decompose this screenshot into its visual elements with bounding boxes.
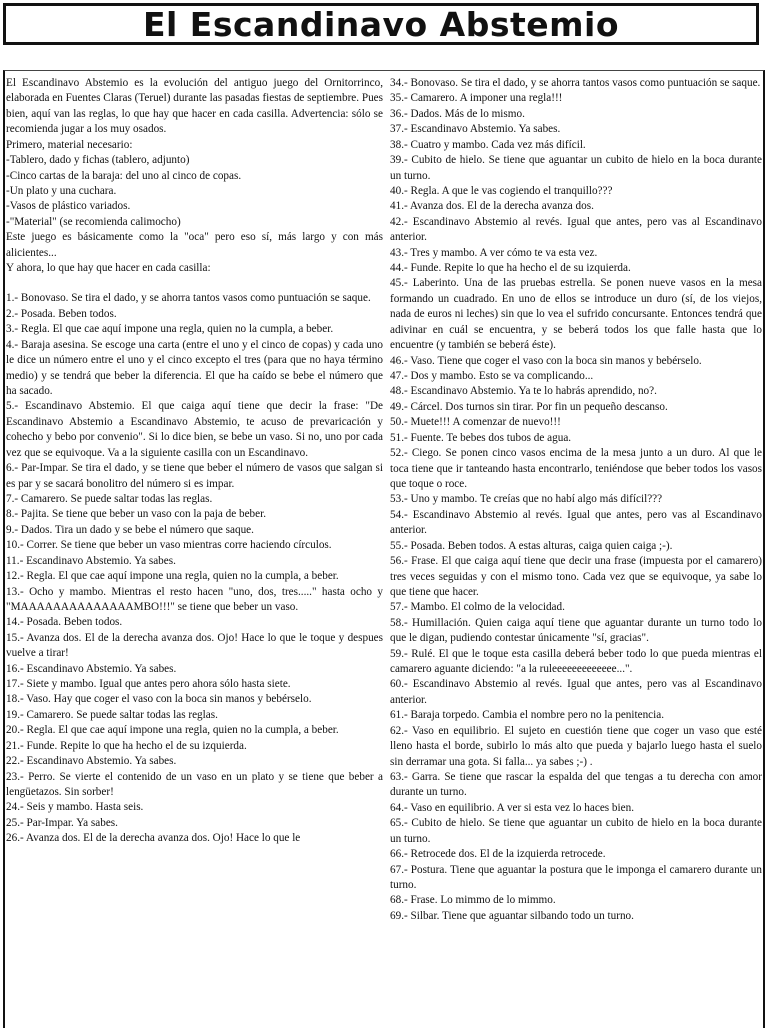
rule-paragraph: 54.- Escandinavo Abstemio al revés. Igual que antes, pero vas al Escandinavo anterior.: [390, 508, 762, 537]
rule-paragraph: 47.- Dos y mambo. Esto se va complicando...: [390, 370, 594, 383]
rule-paragraph: 24.- Seis y mambo. Hasta seis.: [6, 801, 144, 814]
rule-paragraph: 22.- Escandinavo Abstemio. Ya sabes.: [6, 755, 177, 768]
rule-paragraph: 34.- Bonovaso. Se tira el dado, y se ahorra tantos vasos como puntuación se saque.: [390, 77, 761, 89]
rule-paragraph: 66.- Retrocede dos. El de la izquierda retrocede.: [390, 848, 606, 861]
rule-paragraph: -Tablero, dado y fichas (tablero, adjunto): [6, 154, 190, 167]
rule-paragraph: 26.- Avanza dos. El de la derecha avanza dos. Ojo! Hace lo que le: [6, 832, 301, 845]
right-column: [390, 76, 762, 1024]
rule-paragraph: 13.- Ocho y mambo. Mientras el resto hacen "uno, dos, tres....." hasta ocho y "MAAAAAAAAAAAAAAMBO!!!" se tiene que beber un vaso.: [6, 585, 383, 613]
rule-paragraph: 58.- Humillación. Quien caiga aquí tiene que aguantar durante un turno todo lo que le digan, pudiendo contestar únicamente "sí, gracias".: [390, 616, 762, 645]
rule-paragraph: 12.- Regla. El que cae aquí impone una regla, quien no la cumpla, a beber.: [6, 570, 339, 583]
rule-paragraph: Y ahora, lo que hay que hacer en cada casilla:: [6, 262, 211, 275]
rule-paragraph: 64.- Vaso en equilibrio. A ver si esta vez lo haces bien.: [390, 801, 634, 814]
rule-paragraph: 49.- Cárcel. Dos turnos sin tirar. Por fin un pequeño descanso.: [390, 400, 668, 413]
rule-paragraph: -"Material" (se recomienda calimocho): [6, 215, 181, 228]
rule-paragraph: 15.- Avanza dos. El de la derecha avanza dos. Ojo! Hace lo que le toque y despues vuelve a tirar!: [6, 631, 383, 660]
rule-paragraph: 67.- Postura. Tiene que aguantar la postura que le imponga el camarero durante un turno.: [390, 863, 762, 891]
rule-paragraph: 11.- Escandinavo Abstemio. Ya sabes.: [6, 554, 176, 567]
rule-paragraph: 63.- Garra. Se tiene que rascar la espalda del que tengas a tu derecha con amor durante un turno.: [390, 770, 762, 799]
rule-paragraph: 55.- Posada. Beben todos. A estas alturas, caiga quien caiga ;-).: [390, 539, 673, 552]
rule-paragraph: 61.- Baraja torpedo. Cambia el nombre pero no la penitencia.: [390, 709, 664, 722]
rule-paragraph: -Vasos de plástico variados.: [6, 200, 131, 213]
rule-paragraph: 53.- Uno y mambo. Te creías que no habí algo más difícil???: [390, 493, 663, 506]
paragraph-gap: [6, 276, 383, 291]
rule-paragraph: 65.- Cubito de hielo. Se tiene que aguantar un cubito de hielo en la boca durante un turno.: [390, 817, 762, 845]
rule-paragraph: 41.- Avanza dos. El de la derecha avanza dos.: [390, 200, 594, 213]
rule-paragraph: 9.- Dados. Tira un dado y se bebe el número que saque.: [6, 523, 254, 536]
rule-paragraph: 25.- Par-Impar. Ya sabes.: [6, 816, 118, 829]
rule-paragraph: 17.- Siete y mambo. Igual que antes pero ahora sólo hasta siete.: [6, 678, 291, 691]
rule-paragraph: 59.- Rulé. El que le toque esta casilla deberá beber todo lo que pueda mientras el camarero aguante diciendo: "a la ruleeeeeeeeeeeee...".: [390, 647, 762, 676]
rule-paragraph: 42.- Escandinavo Abstemio al revés. Igual que antes, pero vas al Escandinavo anterior.: [390, 215, 762, 244]
rule-paragraph: 21.- Funde. Repite lo que ha hecho el de su izquierda.: [6, 739, 247, 752]
rule-paragraph: 39.- Cubito de hielo. Se tiene que aguantar un cubito de hielo en la boca durante un turno.: [390, 154, 762, 182]
left-column: [6, 76, 383, 1024]
rule-paragraph: 69.- Silbar. Tiene que aguantar silbando todo un turno.: [390, 909, 634, 922]
rule-paragraph: 18.- Vaso. Hay que coger el vaso con la boca sin manos y bebérselo.: [6, 693, 312, 706]
rule-paragraph: 3.- Regla. El que cae aquí impone una regla, quien no la cumpla, a beber.: [6, 323, 334, 336]
rule-paragraph: 1.- Bonovaso. Se tira el dado, y se ahorra tantos vasos como puntuación se saque.: [6, 292, 371, 305]
rule-paragraph: 60.- Escandinavo Abstemio al revés. Igual que antes, pero vas al Escandinavo anterior.: [390, 678, 762, 706]
rule-paragraph: 52.- Ciego. Se ponen cinco vasos encima de la mesa junto a un duro. Al que le toca tiene que ir tanteando hasta encontrarlo, teniéndose que beber todos los vasos que toque o roce.: [390, 447, 762, 490]
rule-paragraph: 4.- Baraja asesina. Se escoge una carta (entre el uno y el cinco de copas) y cada uno le dice un número entre el uno y el cinco excepto el tres (para que no haya término medio) y se tendrá que beber la diferencia. El que ha caído se bebe el número que ha sacado.: [6, 338, 383, 398]
rule-paragraph: 8.- Pajita. Se tiene que beber un vaso con la paja de beber.: [6, 508, 267, 521]
rule-paragraph: 37.- Escandinavo Abstemio. Ya sabes.: [390, 123, 561, 136]
rule-paragraph: 57.- Mambo. El colmo de la velocidad.: [390, 601, 565, 614]
rule-paragraph: 50.- Muete!!! A comenzar de nuevo!!!: [390, 416, 561, 429]
rule-paragraph: 23.- Perro. Se vierte el contenido de un vaso en un plato y se tiene que beber a lengüetazos. Sin sorber!: [6, 770, 383, 798]
rule-paragraph: 35.- Camarero. A imponer una regla!!!: [390, 92, 563, 105]
rule-paragraph: 7.- Camarero. Se puede saltar todas las reglas.: [6, 492, 213, 505]
rule-paragraph: 48.- Escandinavo Abstemio. Ya te lo habrás aprendido, no?.: [390, 385, 657, 398]
rule-paragraph: 45.- Laberinto. Una de las pruebas estrella. Se ponen nueve vasos en la mesa formando un cuadrado. En uno de ellos se introduce un duro (sí, de los viejos, nada de euros ni leches) sin que lo vea el sufrido concursante. Entonces tendrá que adivinar en cuál se encuentra, y se beberá todos los que falle hasta que lo encuentre (y también se beberá éste).: [390, 277, 762, 352]
rule-paragraph: Primero, material necesario:: [6, 138, 133, 151]
rule-paragraph: 19.- Camarero. Se puede saltar todas las reglas.: [6, 708, 218, 721]
rule-paragraph: 38.- Cuatro y mambo. Cada vez más difícil.: [390, 138, 586, 151]
rule-paragraph: 51.- Fuente. Te bebes dos tubos de agua.: [390, 431, 572, 444]
rule-paragraph: 16.- Escandinavo Abstemio. Ya sabes.: [6, 662, 177, 675]
rule-paragraph: 62.- Vaso en equilibrio. El sujeto en cuestión tiene que coger un vaso que esté lleno hasta el borde, subirlo lo más alto que pueda y bajarlo luego hasta el suelo sin derramar una gota. Si falla... ya sabes ;-) .: [390, 724, 762, 768]
rule-paragraph: -Un plato y una cuchara.: [6, 184, 117, 197]
rule-paragraph: 5.- Escandinavo Abstemio. El que caiga aquí tiene que decir la frase: "De Escandinavo Abstemio a Escandinavo Abstemio, te acuso de prevaricación y cohecho y bebo por convenio". Si lo dice bien, se bebe un vaso. Si no, uno por cada vez que se equivoque. Va a la siguiente casilla con un Escandinavo.: [6, 400, 383, 459]
rule-paragraph: 43.- Tres y mambo. A ver cómo te va esta vez.: [390, 246, 598, 259]
rule-paragraph: Este juego es básicamente como la "oca" pero eso sí, más largo y con más alicientes...: [6, 231, 383, 259]
rule-paragraph: -Cinco cartas de la baraja: del uno al cinco de copas.: [6, 169, 242, 182]
rule-paragraph: 6.- Par-Impar. Se tira el dado, y se tiene que beber el número de vasos que salgan si es par y se sacará bonolitro del número si es impar.: [6, 462, 383, 490]
rule-paragraph: 46.- Vaso. Tiene que coger el vaso con la boca sin manos y bebérselo.: [390, 354, 702, 367]
document-title: El Escandinavo Abstemio: [142, 4, 620, 44]
rule-paragraph: 44.- Funde. Repite lo que ha hecho el de su izquierda.: [390, 262, 631, 275]
rule-paragraph: 20.- Regla. El que cae aquí impone una regla, quien no la cumpla, a beber.: [6, 724, 339, 737]
rule-paragraph: 40.- Regla. A que le vas cogiendo el tranquillo???: [390, 184, 613, 197]
rule-paragraph: 2.- Posada. Beben todos.: [6, 307, 117, 320]
title-box: [3, 3, 759, 45]
rule-paragraph: 14.- Posada. Beben todos.: [6, 616, 123, 629]
rule-paragraph: 68.- Frase. Lo mimmo de lo mimmo.: [390, 894, 556, 907]
rule-paragraph: El Escandinavo Abstemio es la evolución del antiguo juego del Ornitorrinco, elaborada en Fuentes Claras (Teruel) durante las pasadas fiestas de septiembre. Pues bien, aquí van las reglas, lo que hay que hacer en cada casilla. Advertencia: sólo se recomienda jugar a los muy osados.: [6, 77, 383, 136]
rule-paragraph: 36.- Dados. Más de lo mismo.: [390, 107, 525, 120]
rule-paragraph: 10.- Correr. Se tiene que beber un vaso mientras corre haciendo círculos.: [6, 539, 332, 552]
rule-paragraph: 56.- Frase. El que caiga aquí tiene que decir una frase (impuesta por el camarero) tres veces seguidas y con el mismo tono. Cada vez que se equivoque, ya sabe lo que tiene que hacer.: [390, 555, 762, 598]
